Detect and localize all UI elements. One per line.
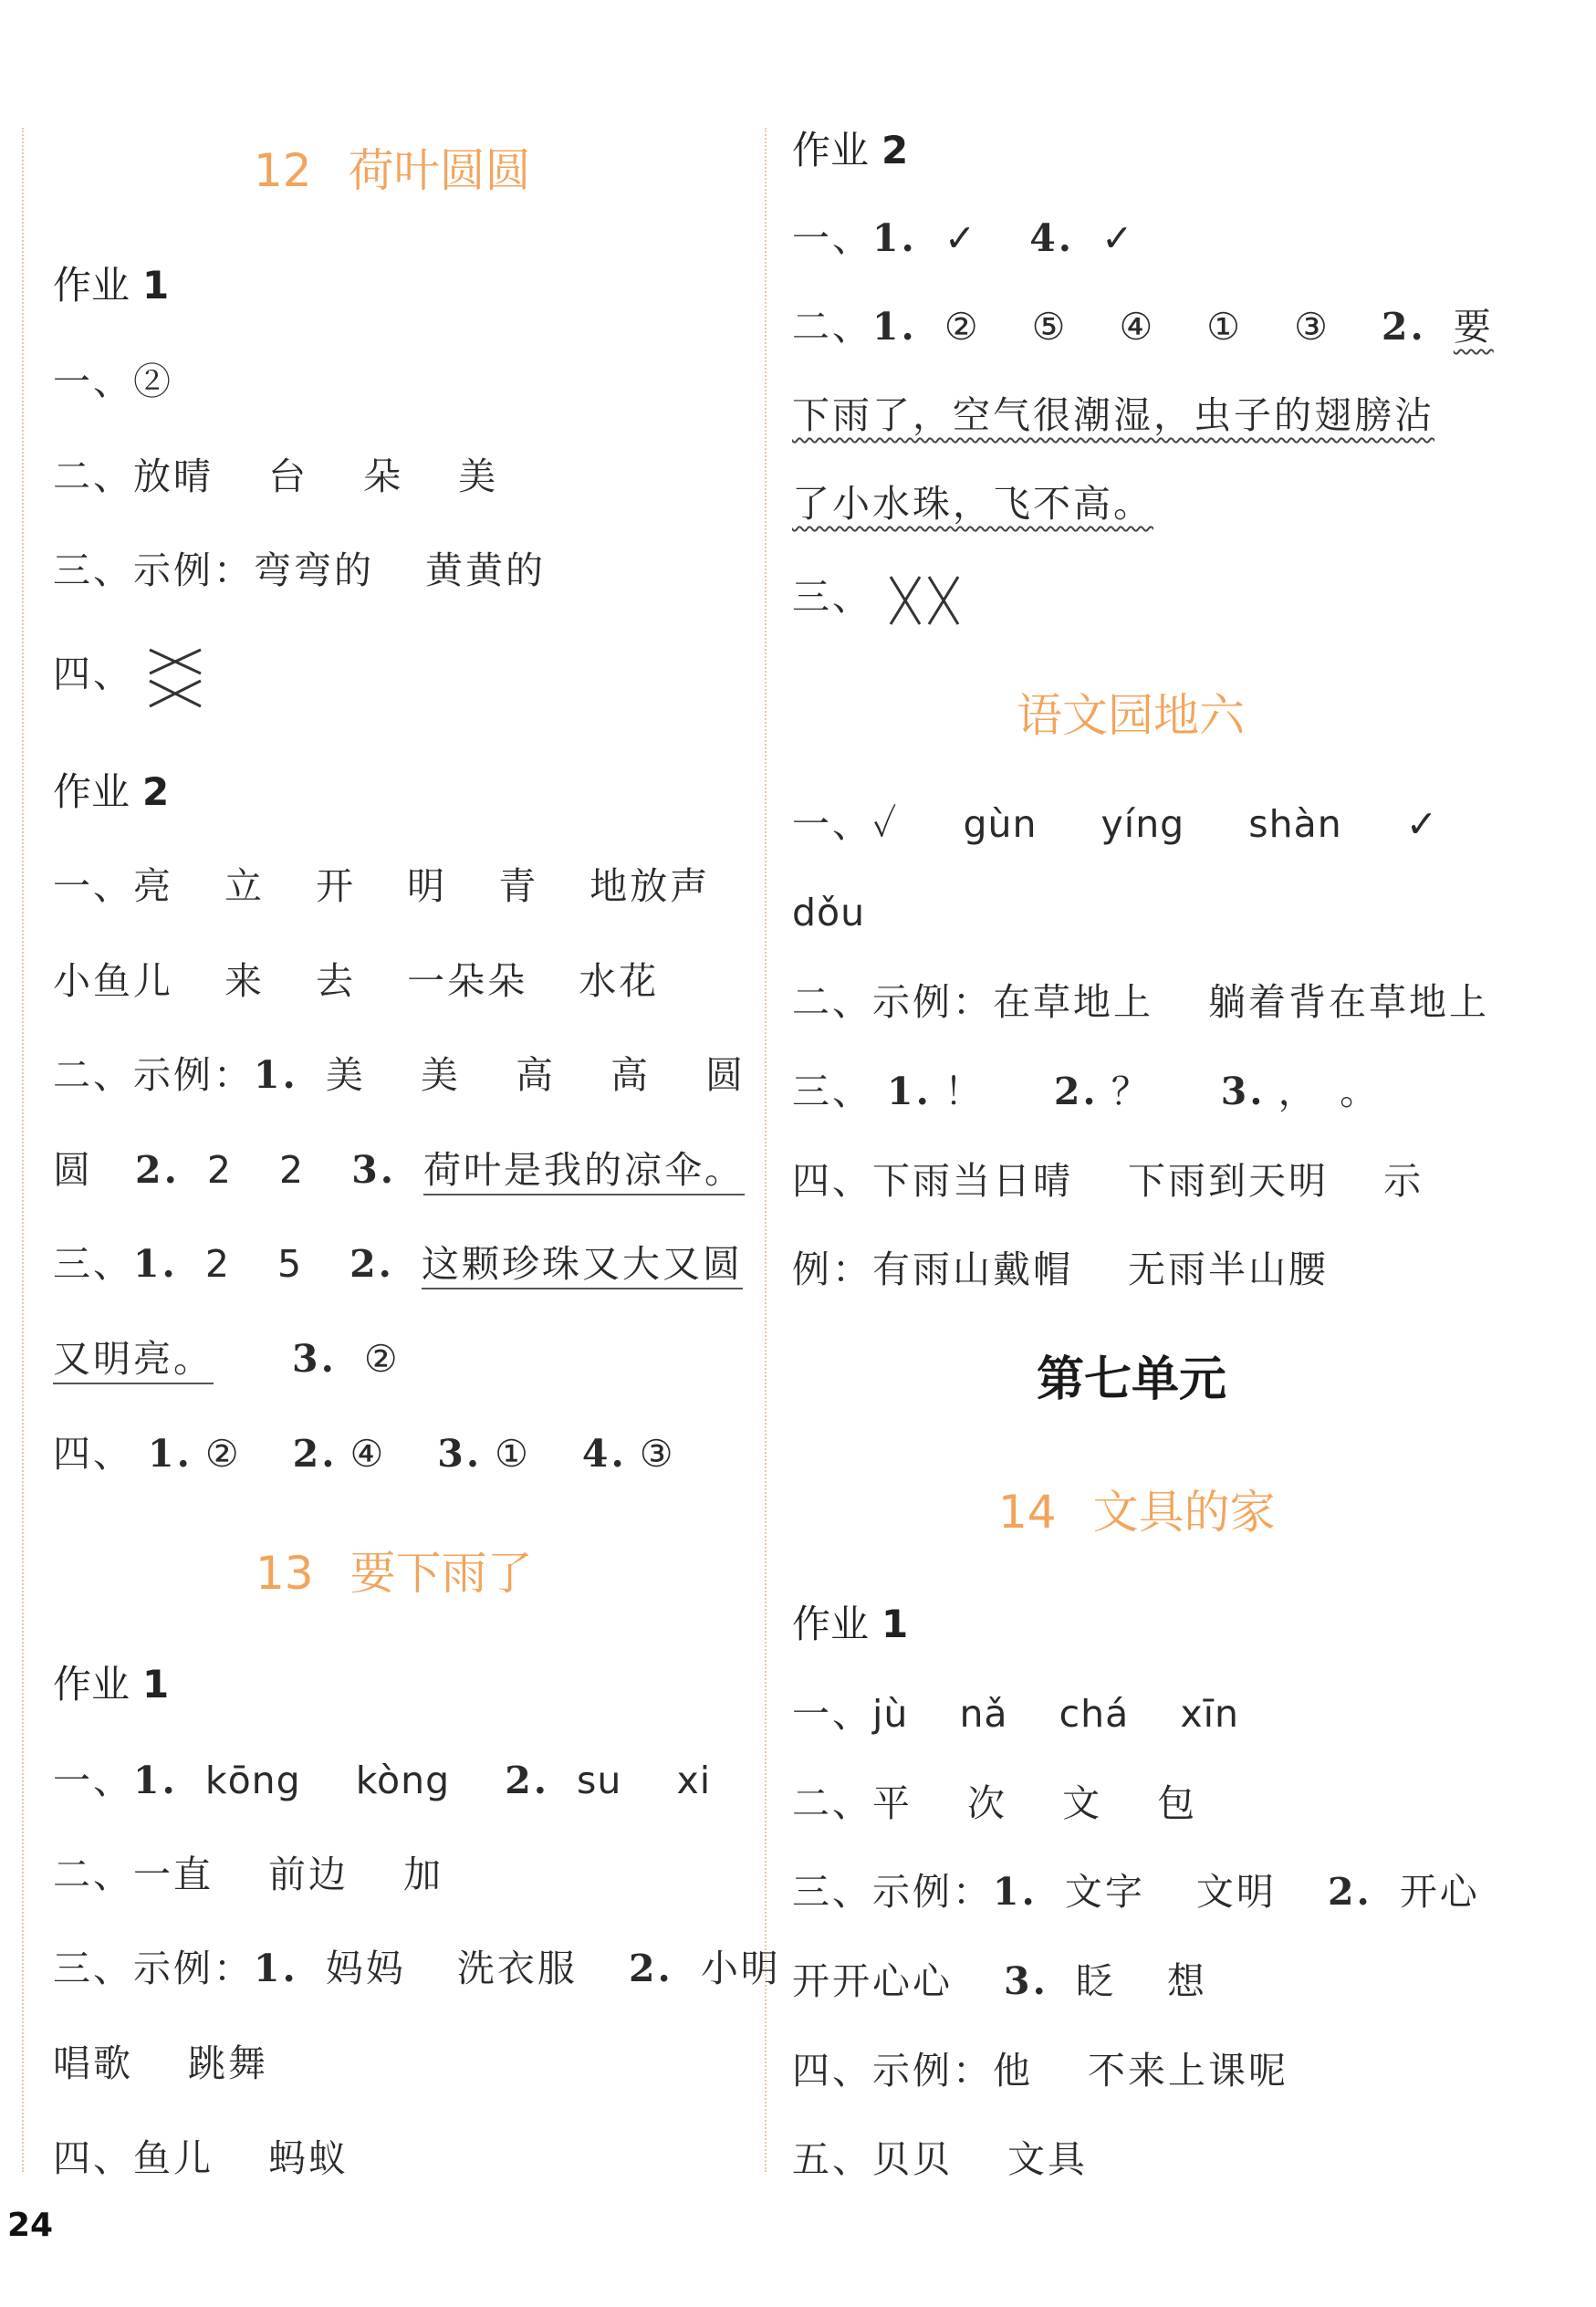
lesson-name: 要下雨了 <box>349 1547 533 1600</box>
answer-text: 开开心心 <box>792 1959 953 2003</box>
answer-line <box>792 571 964 628</box>
answer-text: 美 <box>420 1053 461 1097</box>
answer-text: 四、 <box>53 652 133 696</box>
homework-label: 作业 <box>792 1602 870 1646</box>
item-number: 1. <box>887 1070 932 1113</box>
answer-text: 地放声 <box>589 864 711 908</box>
answer-line <box>53 1849 443 1900</box>
answer-text: 文字 <box>1064 1870 1145 1914</box>
answer-text: 一、② <box>53 360 173 403</box>
answer-line <box>792 887 865 938</box>
answer-text: ① <box>1206 305 1244 349</box>
answer-text: ？ <box>1111 1070 1152 1113</box>
item-number: 1. <box>872 305 917 349</box>
answer-line <box>53 1333 401 1384</box>
answer-text: ⑤ <box>1031 305 1069 349</box>
underlined-answer: 又明亮。 <box>53 1337 214 1384</box>
answer-text: 不来上课呢 <box>1088 2049 1289 2093</box>
pinyin-answer: chá <box>1059 1692 1130 1736</box>
pinyin-answer: kōng <box>204 1759 301 1802</box>
answer-text: ④ <box>349 1432 387 1476</box>
pinyin-answer: kòng <box>355 1759 451 1802</box>
answer-text: 二、示例： <box>53 1053 254 1097</box>
lesson-name: 荷叶圆圆 <box>348 144 531 197</box>
answer-line <box>53 641 203 714</box>
answer-text: 二、平 <box>792 1781 913 1825</box>
answer-text: 青 <box>498 864 539 908</box>
answer-text: 四、鱼儿 <box>53 2136 214 2180</box>
answer-text: 包 <box>1157 1781 1198 1825</box>
answer-text: 三、示例： <box>792 1870 993 1914</box>
answer-line <box>792 478 1153 529</box>
item-number: 1. <box>148 1432 193 1476</box>
answer-text: 一、 <box>792 1692 872 1736</box>
answer-text: 高 <box>610 1053 651 1097</box>
answer-text: 2 <box>279 1148 305 1192</box>
answer-line <box>792 2045 1288 2096</box>
answer-text: 下雨到天明 <box>1128 1159 1330 1203</box>
item-number: 1. <box>254 1947 298 1990</box>
answer-line <box>53 545 546 596</box>
answer-text: 水花 <box>579 959 660 1003</box>
answer-text: 圆 <box>705 1053 746 1097</box>
homework-label: 作业 <box>792 128 870 172</box>
answer-line <box>792 1066 1380 1117</box>
underlined-answer: 这颗珍珠又大又圆 <box>422 1242 743 1289</box>
answer-text: ④ <box>1119 305 1156 349</box>
item-number: 2. <box>292 1432 338 1476</box>
answer-text: 眨 <box>1075 1959 1116 2003</box>
homework-number: 2 <box>881 128 909 172</box>
homework-number: 1 <box>142 263 170 308</box>
answer-line <box>53 1943 781 1994</box>
answer-line <box>792 301 1494 352</box>
answer-line <box>792 1778 1197 1829</box>
answer-line <box>792 1688 1239 1739</box>
wavy-underlined-answer: 下雨了，空气很潮湿，虫子的翅膀沾 <box>792 393 1434 437</box>
answer-line <box>53 2133 349 2184</box>
pinyin-answer: dǒu <box>792 891 866 934</box>
answer-text: 2 <box>204 1242 230 1286</box>
answer-text: 一、✓ <box>792 802 900 846</box>
answer-text: 开心 <box>1399 1870 1480 1914</box>
item-number: 1. <box>133 1242 178 1286</box>
answer-text: 黄黄的 <box>425 548 547 592</box>
homework-label: 作业 <box>53 263 130 308</box>
center-divider-line <box>765 128 767 2172</box>
pinyin-answer: shàn <box>1248 802 1342 846</box>
pinyin-answer: xi <box>676 1759 712 1802</box>
answer-line <box>53 955 659 1007</box>
answer-text: 一、 <box>792 216 872 260</box>
homework-heading <box>792 1599 908 1650</box>
answer-text: 台 <box>268 454 309 498</box>
item-number: 2. <box>505 1759 549 1802</box>
answer-line <box>792 2134 1088 2185</box>
answer-text: 朵 <box>363 454 404 498</box>
check-mark: ✓ <box>1101 216 1136 260</box>
answer-text: 五、贝贝 <box>792 2137 953 2181</box>
answer-text: ！ <box>944 1070 985 1113</box>
item-number: 1. <box>872 216 917 260</box>
answer-text: 美 <box>458 454 499 498</box>
homework-heading <box>53 767 169 818</box>
item-number: 4. <box>1029 216 1075 260</box>
pinyin-answer: xīn <box>1180 1692 1239 1736</box>
answer-text: 二、一直 <box>53 1853 214 1896</box>
answer-text: 四、下雨当日晴 <box>792 1159 1073 1203</box>
answer-line <box>53 356 173 407</box>
answer-text: 高 <box>515 1053 556 1097</box>
unit-heading <box>1037 1351 1226 1409</box>
lesson-number: 14 <box>998 1486 1057 1539</box>
item-number: 2. <box>1053 1070 1099 1113</box>
answer-text: 四、 <box>53 1432 133 1476</box>
answer-line <box>792 1244 1329 1295</box>
left-margin-line <box>22 128 24 2172</box>
answer-line <box>792 976 1489 1028</box>
item-number: 2. <box>628 1947 673 1990</box>
answer-text: ① <box>495 1432 531 1476</box>
homework-heading <box>53 260 169 311</box>
answer-text: 文明 <box>1195 1870 1277 1914</box>
answer-text: 文具 <box>1007 2137 1089 2181</box>
matching-cross-icon <box>148 641 203 714</box>
answer-text: 一、 <box>53 1759 133 1802</box>
answer-line <box>792 1155 1424 1206</box>
homework-label: 作业 <box>53 769 130 814</box>
answer-text: 洗衣服 <box>456 1947 578 1990</box>
unit-name: 第七单元 <box>1037 1352 1227 1407</box>
answer-text: 一朵朵 <box>407 959 528 1003</box>
answer-text: 文 <box>1062 1781 1103 1825</box>
lesson-name: 文具的家 <box>1092 1486 1276 1539</box>
page-number: 24 <box>7 2207 54 2244</box>
homework-heading <box>792 125 908 176</box>
answer-text: 例：有雨山戴帽 <box>792 1247 1073 1291</box>
answer-text: 开 <box>316 864 357 908</box>
homework-number: 2 <box>142 769 170 814</box>
item-number: 3. <box>437 1432 483 1476</box>
answer-text: 美 <box>325 1053 366 1097</box>
answer-text: ③ <box>639 1432 676 1476</box>
item-number: 1. <box>254 1053 298 1097</box>
answer-text: 立 <box>224 864 266 908</box>
answer-text: 明 <box>407 864 448 908</box>
answer-text: 三、 <box>792 575 872 619</box>
underlined-answer: 荷叶是我的凉伞。 <box>423 1148 745 1195</box>
answer-text: 四、示例：他 <box>792 2049 1033 2093</box>
pinyin-answer: su <box>577 1759 622 1802</box>
item-number: 4. <box>581 1432 627 1476</box>
answer-text: ② <box>204 1432 242 1476</box>
pinyin-answer: jù <box>872 1692 909 1736</box>
answer-text: 二、 <box>792 305 872 349</box>
item-number: 3. <box>292 1337 337 1381</box>
item-number: 2. <box>349 1242 394 1286</box>
answer-text: 想 <box>1166 1959 1207 2003</box>
homework-heading <box>53 1659 169 1710</box>
answer-text: 无雨半山腰 <box>1128 1247 1330 1291</box>
answer-text: 小明 <box>700 1947 781 1990</box>
item-number: 2. <box>1327 1870 1372 1914</box>
section-title-yuwen-yuandi <box>1017 686 1245 745</box>
answer-text: 妈妈 <box>325 1947 406 1990</box>
answer-text: 三、 <box>53 1242 133 1286</box>
section-name: 语文园地六 <box>1017 689 1245 742</box>
item-number: 2. <box>1381 305 1426 349</box>
item-number: 2. <box>135 1148 180 1192</box>
pinyin-answer: yíng <box>1101 802 1185 846</box>
answer-line <box>792 213 1135 264</box>
answer-line <box>792 1956 1207 2007</box>
answer-text: 三、示例：弯弯的 <box>53 548 374 592</box>
answer-line <box>53 1755 711 1806</box>
homework-number: 1 <box>142 1662 170 1707</box>
double-cross-icon <box>887 573 964 628</box>
lesson-number: 13 <box>256 1547 314 1600</box>
answer-text: 加 <box>403 1853 444 1896</box>
lesson-title-13 <box>256 1544 533 1602</box>
item-number: 1. <box>133 1759 178 1802</box>
lesson-number: 12 <box>254 144 312 197</box>
answer-line <box>53 1238 743 1289</box>
lesson-title-14 <box>998 1483 1276 1541</box>
answer-text: 5 <box>277 1242 303 1286</box>
answer-text: ， 。 <box>1278 1070 1381 1113</box>
wavy-underlined-answer: 要 <box>1453 305 1494 349</box>
answer-line <box>792 390 1434 441</box>
homework-label: 作业 <box>53 1662 130 1707</box>
answer-text: 去 <box>316 959 357 1003</box>
answer-line <box>53 451 498 502</box>
answer-text: 次 <box>967 1781 1008 1825</box>
check-mark: ✓ <box>944 216 979 260</box>
lesson-title-12 <box>254 141 531 200</box>
answer-text: 唱歌 <box>53 2041 133 2085</box>
item-number: 1. <box>993 1870 1038 1914</box>
check-mark: ✓ <box>1405 802 1441 846</box>
item-number: 3. <box>1004 1959 1048 2003</box>
answer-text: 示 <box>1383 1159 1424 1203</box>
answer-text: 二、放晴 <box>53 454 214 498</box>
answer-text: 二、示例：在草地上 <box>792 980 1153 1024</box>
answer-text: 躺着背在草地上 <box>1208 980 1490 1024</box>
answer-text: 蚂蚁 <box>268 2136 349 2180</box>
answer-text: 圆 <box>53 1148 93 1192</box>
pinyin-answer: nǎ <box>959 1692 1008 1736</box>
answer-text: ② <box>944 305 981 349</box>
answer-line <box>53 1144 745 1195</box>
answer-text: 前边 <box>268 1853 349 1896</box>
answer-line <box>53 861 710 912</box>
answer-line <box>53 1049 746 1101</box>
answer-line <box>53 2038 268 2089</box>
answer-line <box>53 1428 676 1479</box>
item-number: 3. <box>1220 1070 1266 1113</box>
answer-text: ③ <box>1294 305 1330 349</box>
item-number: 3. <box>351 1148 396 1192</box>
answer-text: 一、亮 <box>53 864 173 908</box>
answer-line <box>792 1866 1480 1917</box>
homework-number: 1 <box>881 1602 909 1646</box>
pinyin-answer: gùn <box>963 802 1038 846</box>
answer-text: 2 <box>206 1148 232 1192</box>
answer-line <box>792 799 1440 850</box>
answer-text: 跳舞 <box>188 2041 269 2085</box>
answer-text: 三、示例： <box>53 1947 254 1990</box>
wavy-underlined-answer: 了小水珠，飞不高。 <box>792 482 1153 526</box>
answer-text: 来 <box>224 959 266 1003</box>
answer-text: 小鱼儿 <box>53 959 173 1003</box>
answer-text: 三、 <box>792 1070 872 1113</box>
answer-text: ② <box>363 1337 401 1381</box>
